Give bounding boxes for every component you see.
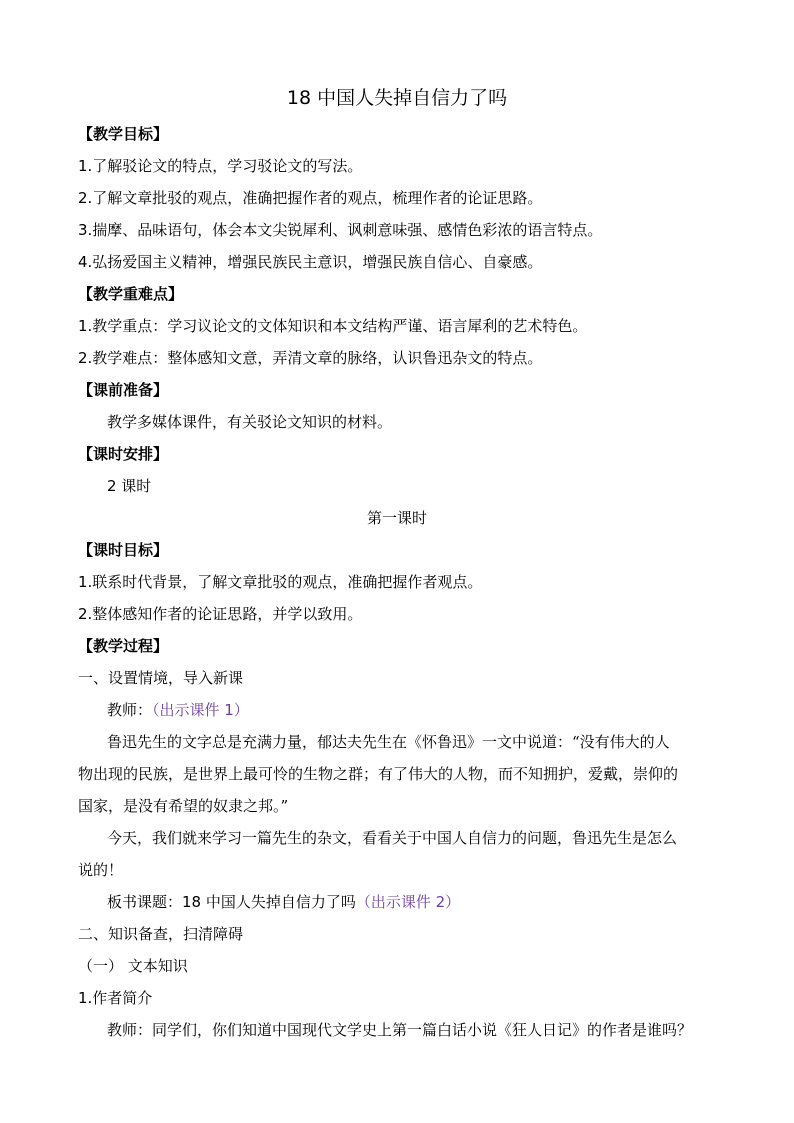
section-1-heading: 一、设置情境，导入新课 bbox=[78, 669, 244, 687]
slide-reference-2: （出示课件 2） bbox=[355, 893, 461, 911]
heading-teaching-goals: 【教学目标】 bbox=[78, 125, 169, 143]
heading-key-points: 【教学重难点】 bbox=[78, 285, 184, 303]
teacher-question: 教师：同学们，你们知道中国现代文学史上第一篇白话小说《狂人日记》的作者是谁吗？ bbox=[107, 1021, 693, 1039]
slide-reference-1: （出示课件 1） bbox=[152, 701, 249, 719]
goal-4: 4.弘扬爱国主义精神，增强民族民主意识，增强民族自信心、自豪感。 bbox=[78, 253, 543, 271]
page-title: 18 中国人失掉自信力了吗 bbox=[286, 87, 508, 109]
quote-paragraph-line-1: 鲁迅先生的文字总是充满力量，郁达夫先生在《怀鲁迅》一文中说道：“没有伟大的人 bbox=[107, 733, 670, 751]
quote-paragraph-line-3: 国家，是没有希望的奴隶之邦。” bbox=[78, 797, 289, 815]
key-point-1: 1.教学重点：学习议论文的文体知识和本文结构严谨、语言犀利的艺术特色。 bbox=[78, 317, 588, 335]
goal-3: 3.揣摩、品味语句，体会本文尖锐犀利、讽刺意味强、感情色彩浓的语言特点。 bbox=[78, 221, 603, 239]
lesson-goal-1: 1.联系时代背景，了解文章批驳的观点，准确把握作者观点。 bbox=[78, 573, 483, 591]
item-1-heading: 1.作者简介 bbox=[78, 989, 153, 1007]
preparation-text: 教学多媒体课件，有关驳论文知识的材料。 bbox=[107, 413, 393, 431]
teacher-label: 教师： bbox=[107, 701, 153, 719]
goal-1: 1.了解驳论文的特点，学习驳论文的写法。 bbox=[78, 157, 363, 175]
heading-process: 【教学过程】 bbox=[78, 637, 169, 655]
schedule-text: 2 课时 bbox=[107, 477, 152, 495]
heading-preparation: 【课前准备】 bbox=[78, 381, 169, 399]
board-title-line bbox=[107, 891, 460, 913]
board-title: 板书课题：18 中国人失掉自信力了吗 bbox=[107, 893, 356, 911]
teacher-intro bbox=[107, 699, 249, 721]
heading-lesson-goals: 【课时目标】 bbox=[78, 541, 169, 559]
section-2-heading: 二、知识备查，扫清障碍 bbox=[78, 925, 244, 943]
lesson-goal-2: 2.整体感知作者的论证思路，并学以致用。 bbox=[78, 605, 363, 623]
goal-2: 2.了解文章批驳的观点，准确把握作者的观点，梳理作者的论证思路。 bbox=[78, 189, 543, 207]
lesson-one-heading: 第一课时 bbox=[366, 509, 427, 527]
quote-paragraph-line-2: 物出现的民族，是世界上最可怜的生物之群；有了伟大的人物，而不知拥护，爱戴，崇仰的 bbox=[78, 765, 679, 783]
key-point-2: 2.教学难点：整体感知文意，弄清文章的脉络，认识鲁迅杂文的特点。 bbox=[78, 349, 543, 367]
intro-paragraph-line-1: 今天，我们就来学习一篇先生的杂文，看看关于中国人自信力的问题，鲁迅先生是怎么 bbox=[107, 829, 678, 847]
heading-schedule: 【课时安排】 bbox=[78, 445, 169, 463]
intro-paragraph-line-2: 说的！ bbox=[78, 861, 124, 879]
subsection-1-heading: （一） 文本知识 bbox=[78, 957, 188, 975]
